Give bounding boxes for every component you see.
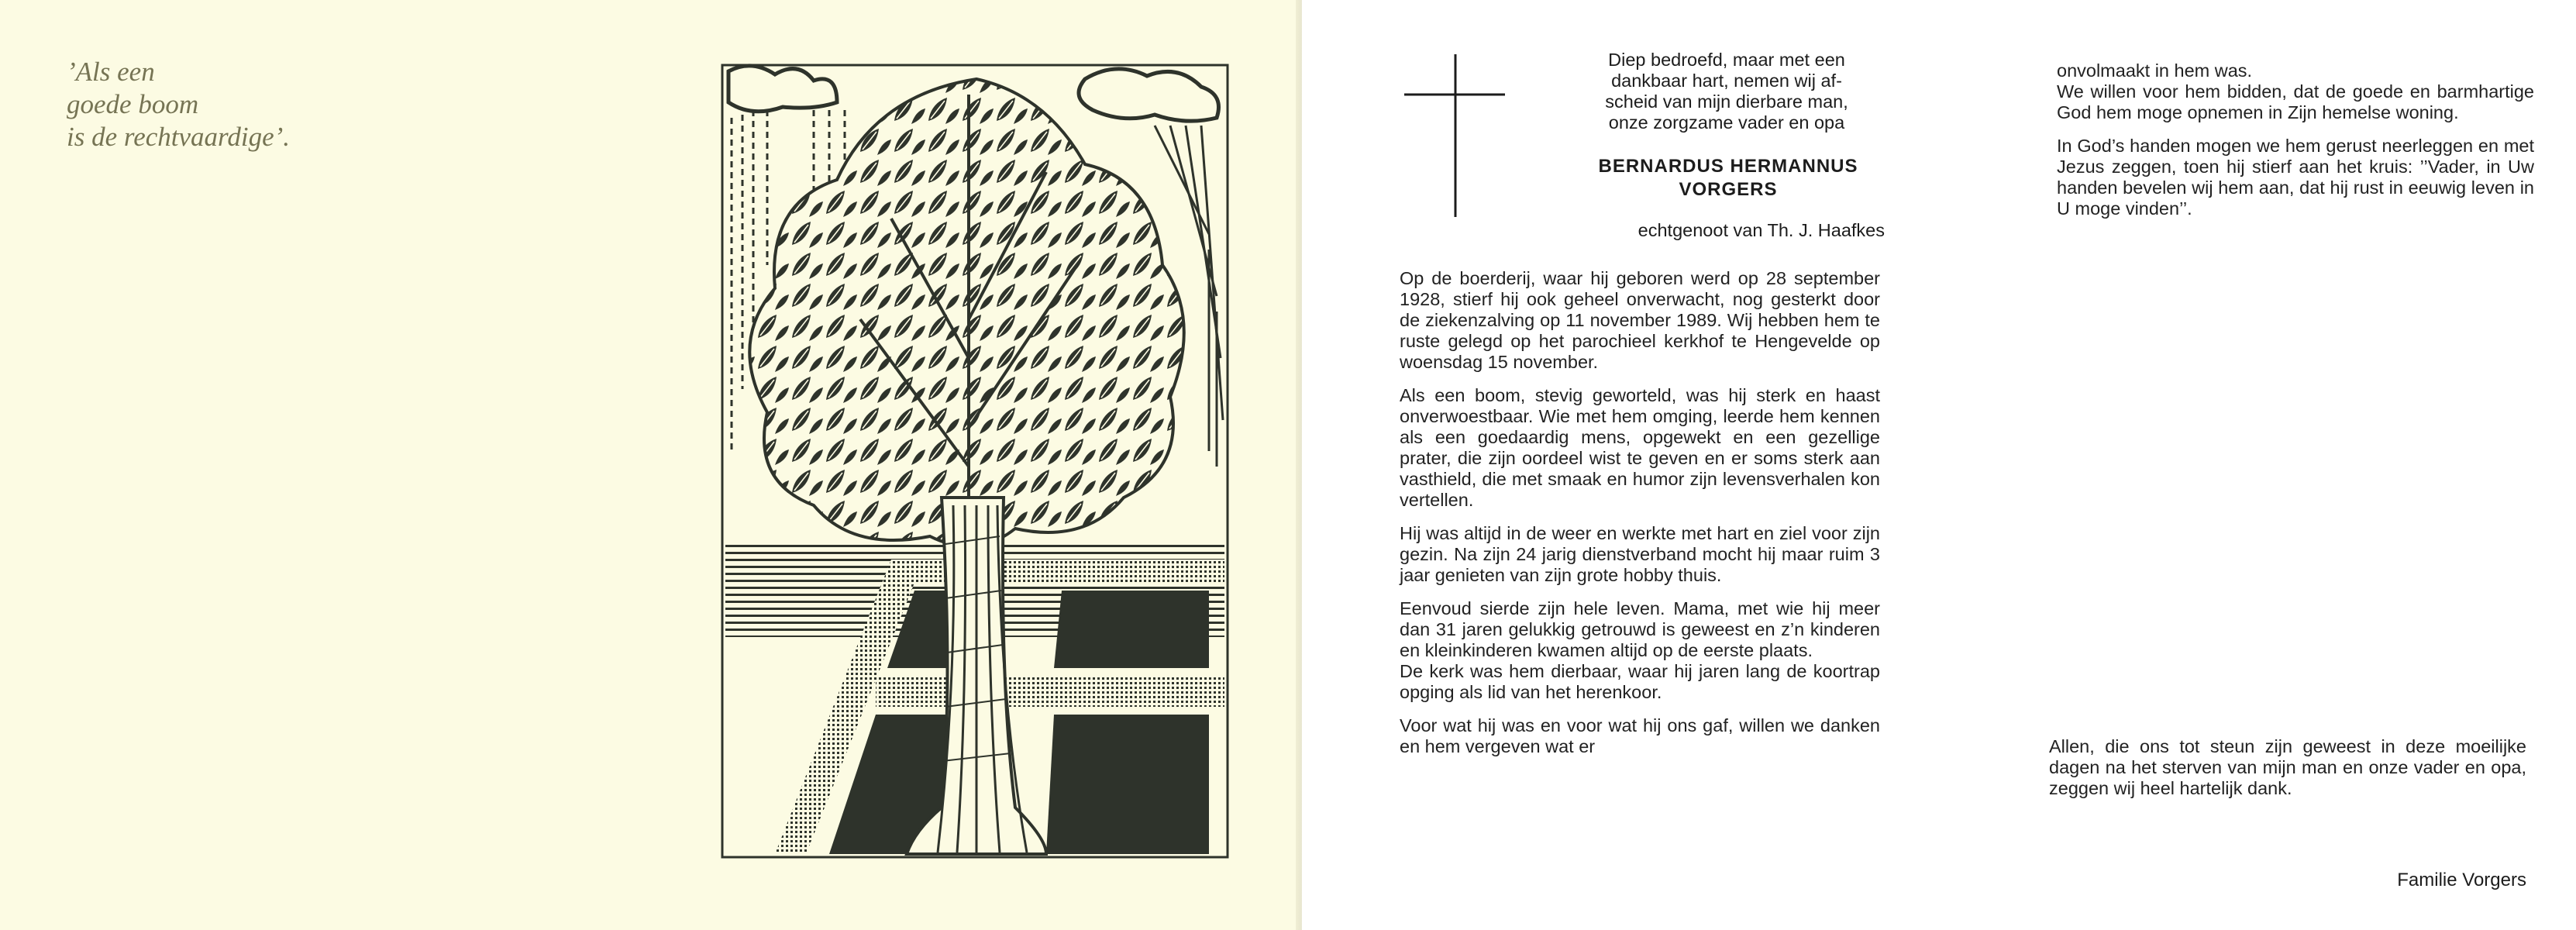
- paragraph: Hij was altijd in de weer en werkte met hart en ziel voor zijn gezin. Na zijn 24 jarig dienstverband mocht hij maar ruim 3 jaar genieten van zijn grote hobby thuis.: [1400, 523, 1880, 585]
- tree-woodcut-illustration: [721, 64, 1229, 859]
- spouse-line: echtgenoot van Th. J. Haafkes: [1638, 220, 1885, 240]
- intro-line: scheid van mijn dierbare man,: [1605, 91, 1848, 112]
- intro-line: onze zorgzame vader en opa: [1608, 112, 1845, 133]
- intro-text: [1569, 50, 1885, 133]
- paragraph: Eenvoud sierde zijn hele leven. Mama, met wie hij meer dan 31 jaren gelukkig getrouwd is geweest en z’n kinderen en kleinkinderen kwamen altijd op de eerste plaats.: [1400, 598, 1880, 660]
- paragraph: In God’s handen mogen we hem gerust neerleggen en met Jezus zeggen, toen hij stierf aan het kruis: ’’Vader, in Uw handen bevelen wij hem aan, dat hij rust in eeuwig leven in U moge vinden’’.: [2057, 136, 2534, 219]
- quote-line: is de rechtvaardige’.: [67, 122, 291, 152]
- thanks-text: [2049, 736, 2526, 811]
- paragraph: We willen voor hem bidden, dat de goede en barmhartige God hem moge opnemen in Zijn hemelse woning.: [2057, 81, 2534, 122]
- cross-icon: [1404, 54, 1505, 217]
- paragraph: De kerk was hem dierbaar, waar hij jaren lang de koortrap opging als lid van het herenkoor.: [1400, 661, 1880, 702]
- paragraph: Voor wat hij was en voor wat hij ons gaf, willen we danken en hem vergeven wat er: [1400, 715, 1880, 756]
- biography-text: [1400, 268, 1880, 770]
- intro-line: Diep bedroefd, maar met een: [1608, 50, 1845, 70]
- paragraph: onvolmaakt in hem was.: [2057, 60, 2253, 81]
- family-signature: Familie Vorgers: [2397, 870, 2526, 890]
- name-line: VORGERS: [1679, 179, 1778, 200]
- name-line: BERNARDUS HERMANNUS: [1598, 156, 1858, 177]
- quote-line: goede boom: [67, 89, 199, 119]
- quote-line: ’Als een: [67, 57, 155, 87]
- deceased-name: [1527, 155, 1930, 202]
- bible-quote: [67, 56, 290, 153]
- paragraph: Op de boerderij, waar hij geboren werd op 28 september 1928, stierf hij ook geheel onverwacht, nog gesterkt door de ziekenzalving op 11 november 1989. Wij hebben hem te ruste gelegd op het parochieel kerkhof te Hengevelde op woensdag 15 november.: [1400, 268, 1880, 372]
- paragraph: Allen, die ons tot steun zijn geweest in deze moeilijke dagen na het sterven van mijn man en onze vader en opa, zeggen wij heel hartelijk dank.: [2049, 736, 2526, 798]
- intro-line: dankbaar hart, nemen wij af-: [1611, 71, 1842, 91]
- prayer-text: [2057, 60, 2534, 232]
- paragraph: Als een boom, stevig geworteld, was hij sterk en haast onverwoestbaar. Wie met hem omging, leerde hem kennen als een goedaardig mens, opgewekt en een gezellige prater, die zijn oordeel wist te geven en er soms sterk aan vasthield, die met smaak en humor zijn levensverhalen kon vertellen.: [1400, 385, 1880, 510]
